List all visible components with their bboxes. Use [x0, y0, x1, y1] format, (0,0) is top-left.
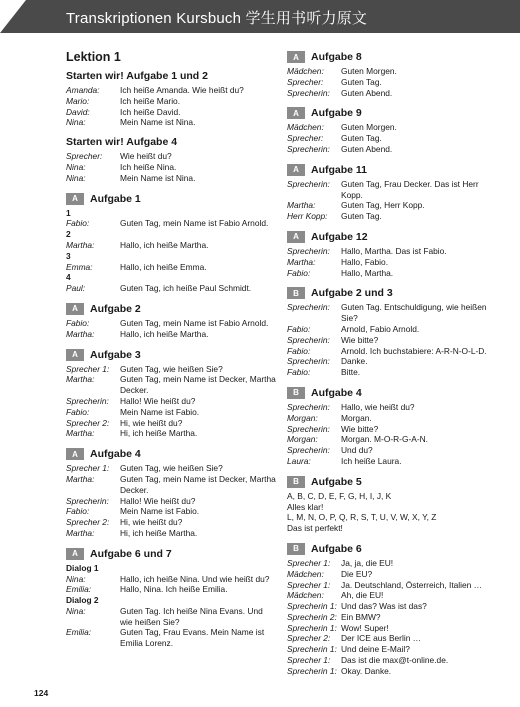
spoken-text: Mein Name ist Fabio. [120, 506, 200, 517]
speaker-name: Fabio: [66, 218, 90, 229]
dialog-line [66, 574, 276, 585]
dialog-line [287, 200, 497, 211]
dialog-line [66, 606, 276, 628]
speaker-name: Sprecherin: [287, 87, 330, 98]
level-badge: A [66, 548, 84, 560]
dialog-line [287, 655, 497, 666]
spoken-text: Ja. Deutschland, Österreich, Italien … [341, 579, 483, 590]
dialog-line [287, 580, 497, 591]
speaker-name: Mädchen: [287, 122, 324, 133]
dialog-line [287, 211, 497, 222]
dialog-line [66, 463, 276, 474]
spoken-text: Das ist die max@t-online.de. [341, 655, 449, 666]
dialog-number: 4 [66, 272, 71, 283]
transcript-section [66, 70, 276, 128]
dialog-line [287, 335, 497, 346]
dialog-number: 1 [66, 207, 71, 218]
spoken-text: Hi, ich heiße Martha. [120, 527, 198, 538]
left-blocks [66, 70, 276, 649]
dialog-line [66, 240, 276, 251]
speaker-name: Sprecher 1: [66, 363, 110, 374]
dialog-line [287, 133, 497, 144]
aufgabe-title: Aufgabe 4 [90, 448, 141, 461]
dialog-line [287, 257, 497, 268]
spoken-text: Hallo, wie heißt du? [341, 401, 415, 412]
spoken-text: Hallo! Wie heißt du? [120, 495, 196, 506]
dialog-line [287, 434, 497, 445]
spoken-text: Guten Tag, Herr Kopp. [341, 200, 425, 211]
aufgabe-title: Aufgabe 6 [311, 542, 362, 555]
dialog-line [66, 506, 276, 517]
spoken-text: Und deine E-Mail? [341, 644, 410, 655]
spoken-text: Hallo, ich heiße Nina. Und wie heißt du? [120, 573, 270, 584]
spoken-text: Guten Tag. [341, 76, 382, 87]
level-badge: B [287, 543, 305, 555]
speaker-name: Martha: [66, 473, 95, 484]
speaker-name: Mädchen: [287, 568, 324, 579]
speaker-name: Sprecherin: [66, 395, 109, 406]
level-badge: A [287, 164, 305, 176]
speaker-name: Martha: [66, 428, 95, 439]
spoken-text: Guten Morgen. [341, 66, 397, 76]
transcript-section [287, 286, 497, 378]
speaker-name: Sprecher 2: [66, 417, 110, 428]
spoken-text: Morgan. [341, 412, 372, 423]
spoken-text: Guten Tag, mein Name ist Decker, Martha Decker. [120, 473, 276, 495]
speaker-name: Fabio: [287, 367, 311, 378]
dialog-number: Dialog 2 [66, 595, 99, 606]
aufgabe-header [287, 163, 497, 177]
speaker-name: Emilia: [66, 584, 92, 595]
transcript-section [287, 475, 497, 534]
speaker-name: Sprecherin: [66, 495, 109, 506]
speaker-name: Nina: [66, 605, 86, 616]
transcript-section [66, 136, 276, 183]
speaker-name: Sprecher 1: [66, 463, 110, 474]
dialog-line [66, 117, 276, 128]
spoken-text: Hallo, ich heiße Emma. [120, 261, 207, 272]
spoken-text: Ich heiße Laura. [341, 455, 402, 466]
spoken-text: Ein BMW? [341, 611, 381, 622]
level-badge: A [66, 193, 84, 205]
header-corner-notch [0, 0, 26, 33]
aufgabe-header [287, 475, 497, 489]
aufgabe-header [287, 286, 497, 300]
dialog-line [287, 612, 497, 623]
speaker-name: Sprecherin 1: [287, 622, 337, 633]
dialog-line [66, 528, 276, 539]
transcript-section [287, 230, 497, 278]
speaker-name: Sprecher: [287, 76, 324, 87]
dialog-line [66, 627, 276, 649]
dialog-line [287, 402, 497, 413]
dialog-line [287, 66, 497, 77]
spoken-text: Hi, ich heiße Martha. [120, 428, 198, 439]
dialog-line [287, 569, 497, 580]
dialog-line [66, 364, 276, 375]
dialog-line [66, 418, 276, 429]
dialog-line [287, 179, 497, 201]
spoken-text: Ich heiße David. [120, 106, 181, 117]
spoken-text: Guten Tag, mein Name ist Fabio Arnold. [120, 218, 269, 229]
level-badge: B [287, 387, 305, 399]
aufgabe-title: Aufgabe 9 [311, 107, 362, 120]
right-blocks [287, 50, 497, 677]
aufgabe-title: Aufgabe 2 [90, 302, 141, 315]
dialog-line [287, 445, 497, 456]
speaker-name: Sprecherin: [287, 245, 330, 256]
speaker-name: Amanda: [66, 85, 100, 95]
transcript-section [66, 348, 276, 440]
dialog-line [287, 367, 497, 378]
aufgabe-title: Aufgabe 3 [90, 348, 141, 361]
aufgabe-title: Aufgabe 5 [311, 475, 362, 488]
speaker-name: Martha: [66, 328, 95, 339]
level-badge: B [287, 287, 305, 299]
lektion-title: Lektion 1 [66, 50, 121, 64]
level-badge: A [287, 51, 305, 63]
level-badge: B [287, 476, 305, 488]
spoken-text: Guten Tag, wie heißen Sie? [120, 363, 223, 374]
dialog-line [287, 77, 497, 88]
dialog-line [287, 356, 497, 367]
spoken-text: Okay. Danke. [341, 665, 392, 676]
spoken-text: Wie heißt du? [120, 151, 172, 162]
aufgabe-header [66, 192, 276, 206]
speaker-name: Sprecherin: [287, 143, 330, 154]
header-title: Transkriptionen Kursbuch 学生用书听力原文 [66, 10, 368, 27]
speaker-name: Martha: [66, 527, 95, 538]
dialog-line [66, 318, 276, 329]
dialog-line [287, 623, 497, 634]
speaker-name: Nina: [66, 161, 86, 172]
aufgabe-header [287, 386, 497, 400]
spoken-text: Guten Abend. [341, 87, 393, 98]
dialog-line [287, 88, 497, 99]
speaker-name: Mario: [66, 95, 90, 106]
speaker-name: Martha: [287, 256, 316, 267]
spoken-text: Mein Name ist Nina. [120, 117, 196, 128]
dialog-line [287, 558, 497, 569]
transcript-section [66, 447, 276, 539]
spoken-text: Wie bitte? [341, 334, 379, 345]
aufgabe-header [66, 302, 276, 316]
spoken-text: Hallo, Martha. [341, 267, 394, 278]
transcript-section [66, 192, 276, 294]
speaker-name: Sprecher 1: [287, 655, 331, 666]
section-title: Starten wir! Aufgabe 1 und 2 [66, 70, 208, 82]
spoken-text: Bitte. [341, 367, 361, 378]
speaker-name: Laura: [287, 455, 311, 466]
level-badge: A [287, 107, 305, 119]
dialog-line [66, 151, 276, 162]
speaker-name: Nina: [66, 573, 86, 584]
dialog-line [66, 584, 276, 595]
speaker-name: Martha: [287, 200, 316, 211]
spoken-text: Und du? [341, 445, 373, 456]
transcript-section [287, 163, 497, 222]
dialog-line [287, 346, 497, 357]
spoken-text: Hallo! Wie heißt du? [120, 395, 196, 406]
dialog-line [287, 601, 497, 612]
spoken-text: Guten Abend. [341, 143, 393, 154]
dialog-line [66, 283, 276, 294]
aufgabe-title: Aufgabe 6 und 7 [90, 547, 172, 560]
dialog-line [287, 456, 497, 467]
level-badge: A [66, 349, 84, 361]
dialog-line [66, 173, 276, 184]
spoken-text: Ich heiße Mario. [120, 95, 181, 106]
speaker-name: Sprecher 2: [66, 517, 110, 528]
dialog-line [287, 644, 497, 655]
spoken-text: Hallo, ich heiße Martha. [120, 239, 209, 250]
spoken-text: Hallo, Nina. Ich heiße Emilia. [120, 584, 228, 595]
spoken-text: Ich heiße Amanda. Wie heißt du? [120, 85, 244, 95]
dialog-line [66, 107, 276, 118]
speaker-name: Sprecherin 1: [287, 665, 337, 676]
dialog-line [287, 666, 497, 677]
dialog-line [287, 424, 497, 435]
transcript-section [287, 542, 497, 677]
dialog-number: 2 [66, 229, 71, 240]
speaker-name: Martha: [66, 239, 95, 250]
speaker-name: Sprecherin: [287, 423, 330, 434]
spoken-text: Ja, ja, die EU! [341, 557, 394, 568]
right-column [287, 50, 497, 685]
speaker-name: Fabio: [66, 406, 90, 417]
dialog-line [287, 413, 497, 424]
spoken-text: Guten Tag. [341, 211, 382, 222]
transcript-section [287, 106, 497, 154]
speaker-name: Sprecher: [66, 151, 103, 162]
transcript-section [287, 386, 497, 467]
speaker-name: Sprecherin 2: [287, 611, 337, 622]
spoken-text: Der ICE aus Berlin … [341, 633, 422, 644]
dialog-line [287, 246, 497, 257]
spoken-text: Und das? Was ist das? [341, 601, 427, 612]
spoken-text: Wow! Super! [341, 622, 389, 633]
dialog-line [66, 374, 276, 396]
speaker-name: Sprecher: [287, 133, 324, 144]
spoken-text: Guten Tag, mein Name ist Decker, Martha Decker. [120, 374, 276, 396]
dialog-line [287, 302, 497, 324]
spoken-text: Guten Tag. [341, 133, 382, 144]
spoken-text: Guten Tag. Entschuldigung, wie heißen Sie? [341, 302, 487, 324]
dialog-line [66, 407, 276, 418]
speaker-name: Martha: [66, 374, 95, 385]
speaker-name: Sprecherin: [287, 401, 330, 412]
spoken-text: Mein Name ist Fabio. [120, 406, 200, 417]
spoken-text: Guten Morgen. [341, 122, 397, 133]
spoken-text: Die EU? [341, 568, 373, 579]
speaker-name: Emma: [66, 261, 93, 272]
dialog-line [287, 633, 497, 644]
aufgabe-header [66, 348, 276, 362]
speaker-name: Herr Kopp: [287, 211, 328, 222]
aufgabe-header [287, 542, 497, 556]
text-line: L, M, N, O, P, Q, R, S, T, U, V, W, X, Y, Z [287, 512, 437, 523]
text-line: Das ist perfekt! [287, 523, 343, 534]
page-header [0, 0, 520, 33]
text-line: A, B, C, D, E, F, G, H, I, J, K [287, 490, 392, 501]
spoken-text: Danke. [341, 356, 368, 367]
dialog-line [287, 122, 497, 133]
level-badge: A [66, 448, 84, 460]
dialog-line [287, 268, 497, 279]
speaker-name: Fabio: [287, 323, 311, 334]
text-line: Alles klar! [287, 501, 324, 512]
aufgabe-title: Aufgabe 1 [90, 192, 141, 205]
spoken-text: Arnold. Ich buchstabiere: A-R-N-O-L-D. [341, 345, 487, 356]
speaker-name: Sprecherin 1: [287, 644, 337, 655]
aufgabe-title: Aufgabe 4 [311, 386, 362, 399]
speaker-name: Fabio: [66, 506, 90, 517]
speaker-name: Emilia: [66, 627, 92, 638]
spoken-text: Hi, wie heißt du? [120, 417, 183, 428]
dialog-line [66, 517, 276, 528]
spoken-text: Wie bitte? [341, 423, 379, 434]
dialog-line [66, 396, 276, 407]
spoken-text: Hallo, Fabio. [341, 256, 389, 267]
dialog-line [66, 162, 276, 173]
speaker-name: Sprecher 2: [287, 633, 331, 644]
speaker-name: Sprecherin 1: [287, 601, 337, 612]
spoken-text: Ah, die EU! [341, 590, 384, 601]
dialog-line [287, 590, 497, 601]
spoken-text: Morgan. M-O-R-G-A-N. [341, 434, 429, 445]
transcript-section [66, 547, 276, 649]
speaker-name: David: [66, 106, 90, 117]
speaker-name: Sprecherin: [287, 445, 330, 456]
transcript-section [287, 50, 497, 98]
spoken-text: Mein Name ist Nina. [120, 172, 196, 183]
dialog-line [66, 218, 276, 229]
aufgabe-header [66, 447, 276, 461]
dialog-line [287, 144, 497, 155]
speaker-name: Fabio: [287, 345, 311, 356]
speaker-name: Nina: [66, 172, 86, 183]
aufgabe-title: Aufgabe 12 [311, 230, 368, 243]
spoken-text: Guten Tag, wie heißen Sie? [120, 463, 223, 474]
spoken-text: Ich heiße Nina. [120, 161, 177, 172]
spoken-text: Guten Tag, Frau Evans. Mein Name ist Emilia Lorenz. [120, 627, 265, 649]
aufgabe-header [66, 547, 276, 561]
left-column [66, 50, 276, 657]
page-number: 124 [34, 688, 49, 698]
speaker-name: Sprecherin: [287, 302, 330, 313]
aufgabe-header [287, 106, 497, 120]
speaker-name: Morgan: [287, 434, 318, 445]
aufgabe-title: Aufgabe 8 [311, 51, 362, 63]
dialog-line [66, 329, 276, 340]
dialog-line [66, 262, 276, 273]
speaker-name: Mädchen: [287, 66, 324, 76]
speaker-name: Sprecherin: [287, 356, 330, 367]
spoken-text: Hi, wie heißt du? [120, 517, 183, 528]
speaker-name: Sprecherin: [287, 178, 330, 189]
spoken-text: Hallo, ich heiße Martha. [120, 328, 209, 339]
dialog-line [66, 496, 276, 507]
dialog-line [287, 324, 497, 335]
aufgabe-title: Aufgabe 11 [311, 163, 368, 176]
section-title: Starten wir! Aufgabe 4 [66, 136, 178, 149]
spoken-text: Guten Tag, mein Name ist Fabio Arnold. [120, 317, 269, 328]
level-badge: A [287, 231, 305, 243]
spoken-text: Guten Tag, ich heiße Paul Schmidt. [120, 283, 252, 294]
speaker-name: Fabio: [287, 267, 311, 278]
speaker-name: Morgan: [287, 412, 318, 423]
dialog-line [66, 85, 276, 96]
spoken-text: Hallo, Martha. Das ist Fabio. [341, 245, 447, 256]
speaker-name: Mädchen: [287, 590, 324, 601]
speaker-name: Fabio: [66, 317, 90, 328]
dialog-line [66, 428, 276, 439]
speaker-name: Sprecher 1: [287, 557, 331, 568]
spoken-text: Arnold, Fabio Arnold. [341, 323, 420, 334]
speaker-name: Nina: [66, 117, 86, 128]
speaker-name: Paul: [66, 283, 86, 294]
spoken-text: Guten Tag. Ich heiße Nina Evans. Und wie heißen Sie? [120, 605, 263, 627]
spoken-text: Guten Tag, Frau Decker. Das ist Herr Kopp. [341, 178, 479, 200]
aufgabe-title: Aufgabe 2 und 3 [311, 287, 393, 300]
speaker-name: Sprecherin: [287, 334, 330, 345]
speaker-name: Sprecher 1: [287, 579, 331, 590]
dialog-line [66, 96, 276, 107]
transcript-section [66, 302, 276, 340]
level-badge: A [66, 303, 84, 315]
dialog-line [66, 474, 276, 496]
aufgabe-header [287, 50, 497, 64]
dialog-number: 3 [66, 250, 71, 261]
dialog-number: Dialog 1 [66, 562, 99, 573]
aufgabe-header [287, 230, 497, 244]
